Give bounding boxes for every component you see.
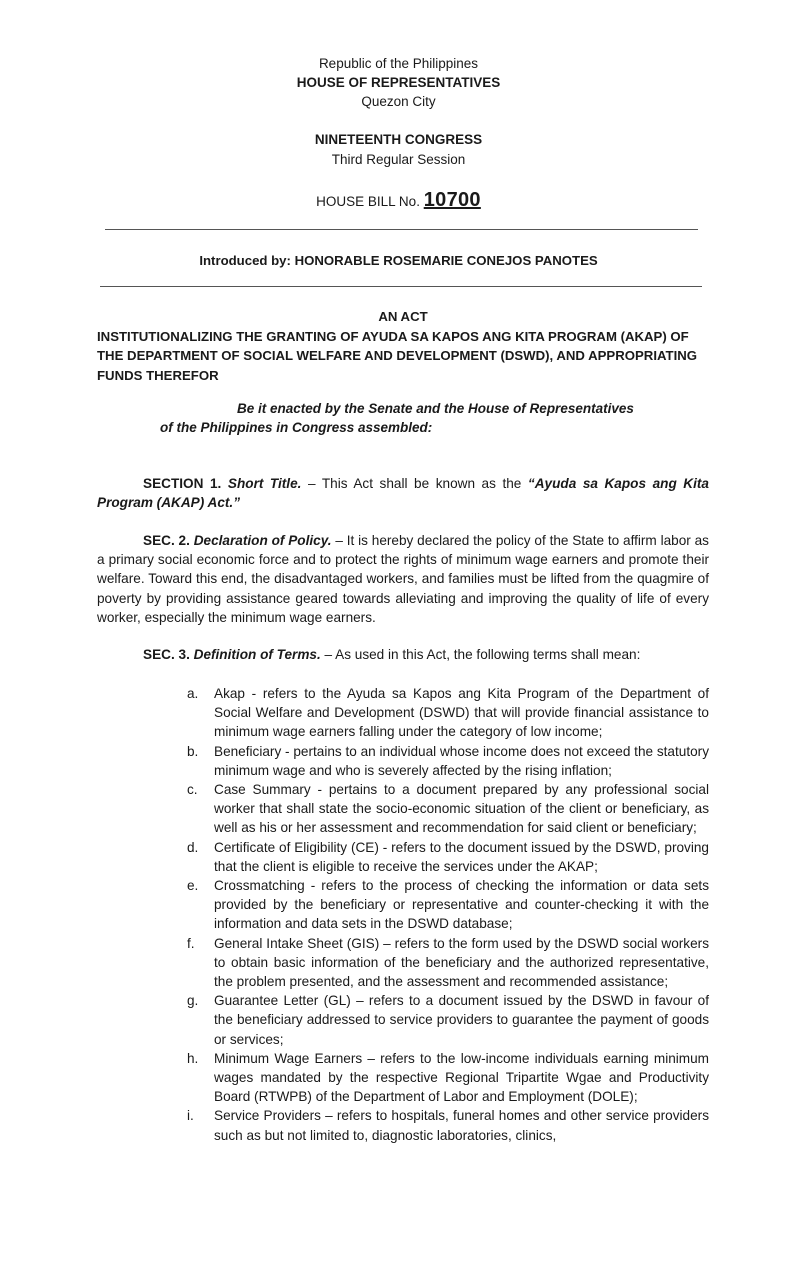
act-title: INSTITUTIONALIZING THE GRANTING OF AYUDA SA KAPOS ANG KITA PROGRAM (AKAP) OF THE DEPARTMENT OF SOCIAL WELFARE AND DEVELOPMENT (DSWD), AND APPROPRIATING FUNDS THEREFOR [97, 328, 698, 383]
section-2-label: SEC. 2. [143, 533, 190, 548]
section-1-label: SECTION 1. [143, 476, 222, 491]
republic-line: Republic of the Philippines [318, 56, 479, 71]
item-letter: c. [187, 782, 198, 798]
definition-item [187, 1106, 709, 1144]
item-text: Certificate of Eligibility (CE) - refers to the document issued by the DSWD, proving that the client is eligible to receive the services under the AKAP; [214, 839, 709, 874]
item-text: Beneficiary - pertains to an individual whose income does not exceed the statutory minimum wage and who is severely affected by the rising inflation; [214, 743, 709, 778]
definition-item [187, 742, 709, 780]
item-letter: g. [187, 993, 199, 1009]
item-letter: i. [187, 1108, 194, 1124]
definition-item [187, 684, 709, 742]
section-3-text: – As used in this Act, the following terms shall mean: [320, 647, 641, 662]
definition-item [187, 1049, 709, 1107]
section-1 [97, 474, 709, 512]
section-1-heading: Short Title. [227, 476, 302, 491]
item-text: Minimum Wage Earners – refers to the low-income individuals earning minimum wages mandated by the respective Regional Tripartite Wgae and Productivity Board (RTWPB) of the Department of Labor and Employment (DOLE); [214, 1050, 709, 1105]
bill-number: 10700 [423, 189, 481, 211]
bill-label: HOUSE BILL No. [316, 194, 420, 209]
section-3 [97, 645, 709, 664]
definition-item [187, 934, 709, 992]
divider-bottom [100, 286, 702, 287]
item-letter: f. [187, 935, 195, 951]
section-2-text: – It is hereby declared the policy of the State to affirm labor as a primary social economic force and to protect the rights of minimum wage earners and promote their welfare. Toward this end, the disadvantaged workers, and families must be lifted from the quagmire of poverty by providing assistance geared towards alleviating and improving the quality of life of every worker, especially the minimum wage earners. [97, 533, 709, 625]
definition-item [187, 991, 709, 1049]
definition-item [187, 780, 709, 838]
bill-number-line [0, 188, 797, 214]
section-1-text: – This Act shall be known as the [301, 476, 528, 491]
section-3-label: SEC. 3. [143, 647, 190, 662]
section-2-heading: Declaration of Policy. [193, 533, 332, 548]
congress-line: NINETEENTH CONGRESS [314, 132, 483, 147]
item-letter: e. [187, 878, 199, 894]
house-line: HOUSE OF REPRESENTATIVES [296, 75, 501, 90]
act-title-block [97, 307, 709, 385]
definition-item [187, 876, 709, 934]
divider-top [105, 229, 698, 230]
item-text: Akap - refers to the Ayuda sa Kapos ang Kita Program of the Department of Social Welfare and Development (DSWD) that will provide financial assistance to minimum wage earners falling under the category of low income; [214, 686, 709, 740]
section-1-short-title: “Ayuda sa Kapos ang Kita Program (AKAP) Act.” [97, 476, 709, 511]
section-2 [97, 531, 709, 627]
item-letter: d. [187, 839, 199, 855]
section-3-heading: Definition of Terms. [193, 647, 321, 662]
item-text: Guarantee Letter (GL) – refers to a document issued by the DSWD in favour of the beneficiary addressed to service providers to guarantee the payment of goods or services; [214, 993, 709, 1047]
item-text: Case Summary - pertains to a document prepared by any professional social worker that shall state the socio-economic situation of the client or beneficiary, as well as his or her assessment and recommendation for said client or beneficiary; [214, 782, 709, 836]
item-text: Crossmatching - refers to the process of checking the information or data sets provided by the beneficiary or representative and counter-checking it with the information and data sets in the DSWD database; [214, 878, 709, 932]
enacting-clause-line2: of the Philippines in Congress assembled: [160, 420, 433, 435]
an-act-heading: AN ACT [378, 309, 428, 324]
definitions-list [187, 684, 709, 1145]
item-letter: h. [187, 1050, 199, 1066]
item-letter: b. [187, 743, 199, 759]
item-letter: a. [187, 686, 199, 701]
enacting-clause-line1: Be it enacted by the Senate and the House of Representatives [237, 401, 634, 416]
definition-item [187, 838, 709, 876]
city-line: Quezon City [361, 94, 436, 109]
item-text: General Intake Sheet (GIS) – refers to the form used by the DSWD social workers to obtain basic information of the beneficiary and the authorized representative, the problem presented, and the assessment and recommended assistance; [214, 935, 709, 990]
introduced-by: Introduced by: HONORABLE ROSEMARIE CONEJOS PANOTES [199, 253, 598, 268]
item-text: Service Providers – refers to hospitals, funeral homes and other service providers such as but not limited to, diagnostic laboratories, clinics, [214, 1108, 709, 1143]
session-line: Third Regular Session [331, 152, 466, 167]
